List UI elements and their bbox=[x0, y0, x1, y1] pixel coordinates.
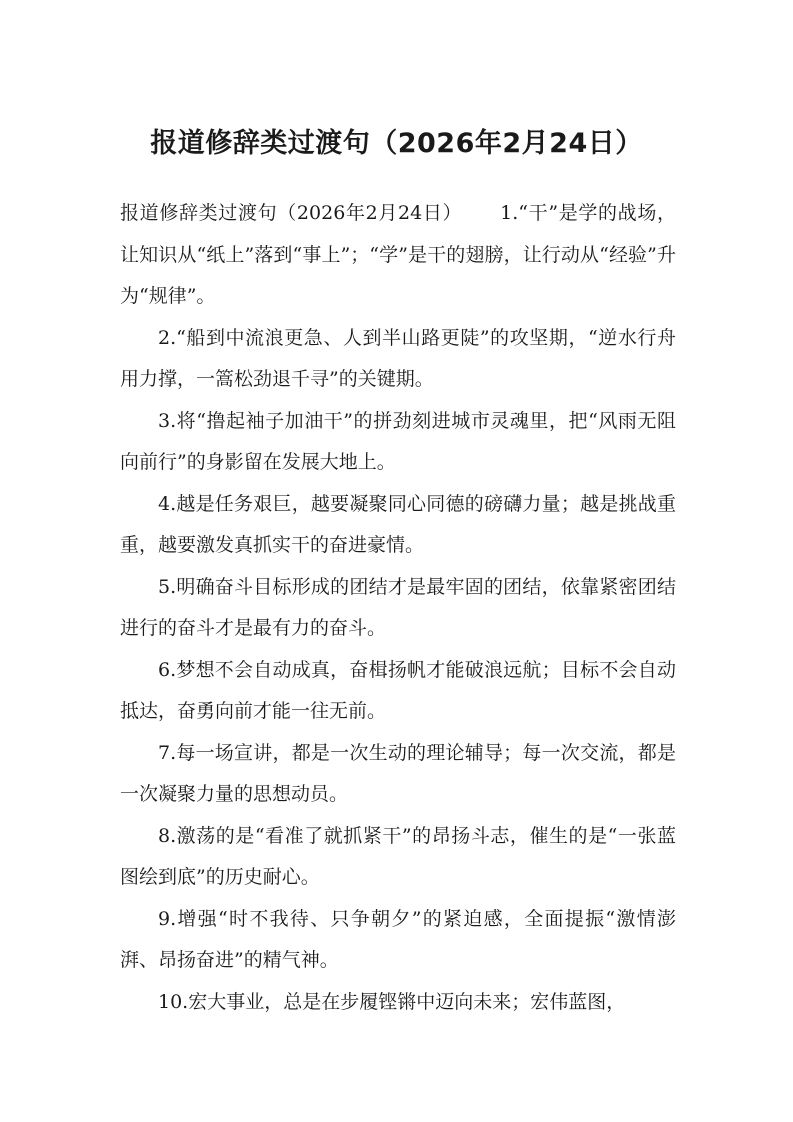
paragraph-5: 5.明确奋斗目标形成的团结才是最牢固的团结，依靠紧密团结进行的奋斗才是最有力的奋斗。 bbox=[120, 575, 676, 639]
paragraph-9: 9.增强“时不我待、只争朝夕”的紧迫感，全面提振“激情澎湃、昂扬奋进”的精气神。 bbox=[120, 907, 676, 971]
paragraph-3: 3.将“撸起袖子加油干”的拼劲刻进城市灵魂里，把“风雨无阻向前行”的身影留在发展大地上。 bbox=[120, 409, 676, 473]
paragraph-7: 7.每一场宣讲，都是一次生动的理论辅导；每一次交流，都是一次凝聚力量的思想动员。 bbox=[120, 741, 676, 805]
intro-paragraph bbox=[120, 193, 676, 318]
paragraph-6: 6.梦想不会自动成真，奋楫扬帆才能破浪远航；目标不会自动抵达，奋勇向前才能一往无前。 bbox=[120, 658, 676, 722]
paragraph-4: 4.越是任务艰巨，越要凝聚同心同德的磅礴力量；越是挑战重重，越要激发真抓实干的奋进豪情。 bbox=[120, 492, 676, 556]
document-title: 报道修辞类过渡句（2026年2月24日） bbox=[150, 128, 643, 159]
paragraph-8: 8.激荡的是“看准了就抓紧干”的昂扬斗志，催生的是“一张蓝图绘到底”的历史耐心。 bbox=[120, 824, 676, 888]
intro-title-repeat: 报道修辞类过渡句（2026年2月24日） bbox=[120, 202, 463, 224]
document-body bbox=[120, 193, 676, 1023]
paragraph-10: 10.宏大事业，总是在步履铿锵中迈向未来；宏伟蓝图， bbox=[158, 990, 626, 1013]
intro-text: 1.“干”是学的战场，让知识从“纸上”落到“事上”；“学”是干的翅膀，让行动从“经验”升为“规律”。 bbox=[120, 202, 676, 307]
paragraph-2: 2.“船到中流浪更急、人到半山路更陡”的攻坚期，“逆水行舟用力撑，一篙松劲退千寻”的关键期。 bbox=[120, 326, 676, 390]
